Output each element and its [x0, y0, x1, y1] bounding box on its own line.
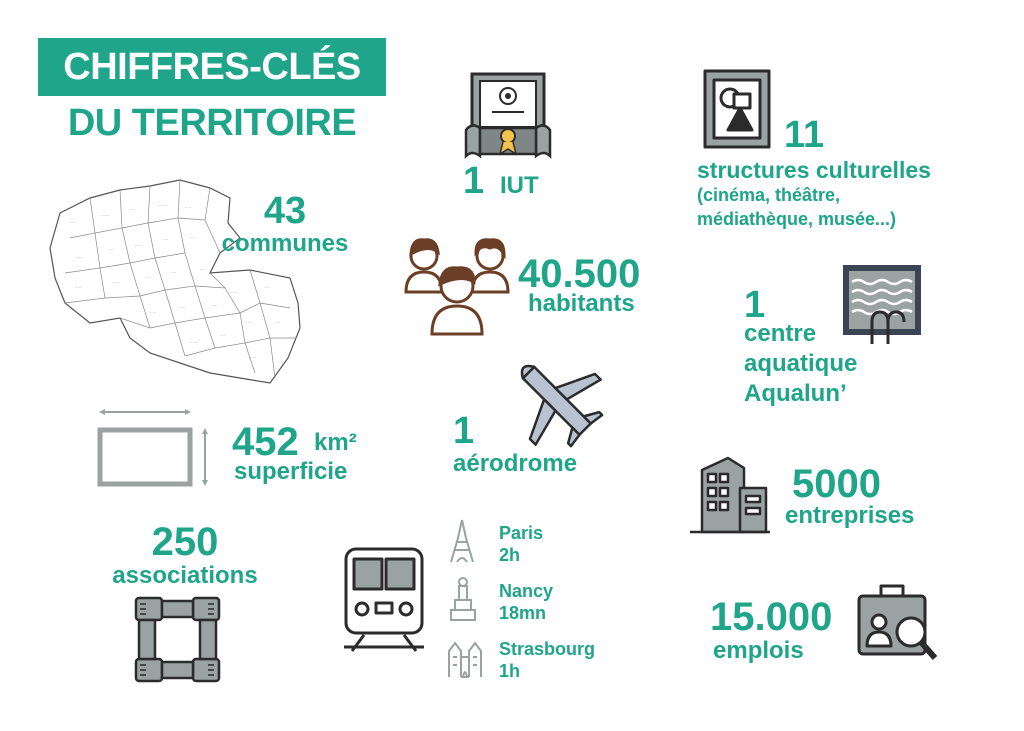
- train-dest-paris-time: 2h: [499, 545, 521, 565]
- superficie-label: superficie: [234, 458, 348, 485]
- svg-text:....: ....: [145, 274, 151, 279]
- svg-text:.....: .....: [70, 219, 77, 224]
- communes-label: communes: [221, 230, 349, 257]
- superficie-unit: km²: [314, 429, 357, 456]
- svg-text:......: ......: [135, 242, 143, 247]
- culture-detail-line1: (cinéma, théâtre,: [697, 185, 841, 205]
- train-dest-strasbourg-city: Strasbourg: [499, 639, 596, 659]
- emplois-label: emplois: [713, 637, 804, 664]
- area-rectangle-icon: [95, 406, 215, 486]
- iut-label: IUT: [500, 172, 539, 199]
- joined-hands-icon: [130, 592, 225, 687]
- svg-text:.....: .....: [185, 204, 192, 209]
- svg-text:....: ....: [200, 266, 206, 271]
- svg-text:......: ......: [102, 212, 110, 217]
- svg-text:....: ....: [130, 206, 136, 211]
- aquatique-number: 1: [744, 284, 766, 326]
- entreprises-label: entreprises: [785, 502, 915, 529]
- airplane-icon: [506, 352, 602, 444]
- train-dest-strasbourg-time: 1h: [499, 661, 521, 681]
- aquatique-line1: centre: [744, 320, 817, 347]
- svg-text:....: ....: [220, 332, 226, 337]
- svg-text:......: ......: [210, 302, 218, 307]
- art-frame-icon: [702, 68, 772, 150]
- office-buildings-icon: [688, 456, 772, 534]
- svg-text:.....: .....: [250, 354, 257, 359]
- train-dest-nancy-time: 18mn: [499, 603, 547, 623]
- emplois-number: 15.000: [710, 595, 833, 639]
- svg-text:.....: .....: [170, 269, 177, 274]
- associations-number: 250: [151, 520, 219, 564]
- svg-text:....: ....: [265, 284, 271, 289]
- culture-detail-line2: médiathèque, musée...): [697, 209, 897, 229]
- svg-text:.....: .....: [150, 309, 157, 314]
- aquatique-line3: Aqualun’: [744, 380, 847, 407]
- svg-text:.......: .......: [158, 202, 167, 207]
- iut-number: 1: [463, 160, 485, 202]
- svg-text:....: ....: [190, 234, 196, 239]
- communes-number: 43: [263, 190, 307, 232]
- people-group-icon: [402, 232, 512, 336]
- svg-text:.....: .....: [162, 236, 169, 241]
- habitants-label: habitants: [528, 290, 635, 317]
- aerodrome-number: 1: [453, 410, 475, 452]
- train-dest-paris-city: Paris: [499, 523, 544, 543]
- associations-label: associations: [112, 562, 258, 589]
- habitants-number: 40.500: [518, 252, 641, 296]
- aerodrome-label: aérodrome: [453, 450, 578, 477]
- eiffel-tower-icon: [447, 518, 477, 564]
- monument-icon: [449, 576, 477, 622]
- svg-text:....: ....: [108, 246, 114, 251]
- superficie-number: 452: [232, 420, 299, 464]
- svg-text:.....: .....: [245, 319, 252, 324]
- svg-text:......: ......: [230, 289, 238, 294]
- entreprises-number: 5000: [792, 462, 881, 506]
- svg-text:.....: .....: [75, 284, 82, 289]
- culture-number: 11: [784, 114, 825, 156]
- job-search-briefcase-icon: [855, 580, 939, 666]
- svg-text:......: ......: [75, 254, 83, 259]
- page-title-line2: DU TERRITOIRE: [67, 102, 357, 144]
- svg-text:......: ......: [112, 279, 120, 284]
- diploma-icon: [462, 70, 554, 158]
- swimming-pool-icon: [842, 264, 922, 346]
- culture-label: structures culturelles: [697, 157, 931, 183]
- page-title-line1: CHIFFRES-CLÉS: [63, 46, 361, 88]
- svg-text:....: ....: [278, 359, 284, 364]
- aquatique-line2: aquatique: [744, 350, 858, 377]
- svg-text:....: ....: [275, 319, 281, 324]
- cathedral-icon: [445, 637, 485, 679]
- svg-text:....: ....: [180, 304, 186, 309]
- train-icon: [340, 545, 428, 653]
- svg-text:......: ......: [190, 339, 198, 344]
- train-dest-nancy-city: Nancy: [499, 581, 554, 601]
